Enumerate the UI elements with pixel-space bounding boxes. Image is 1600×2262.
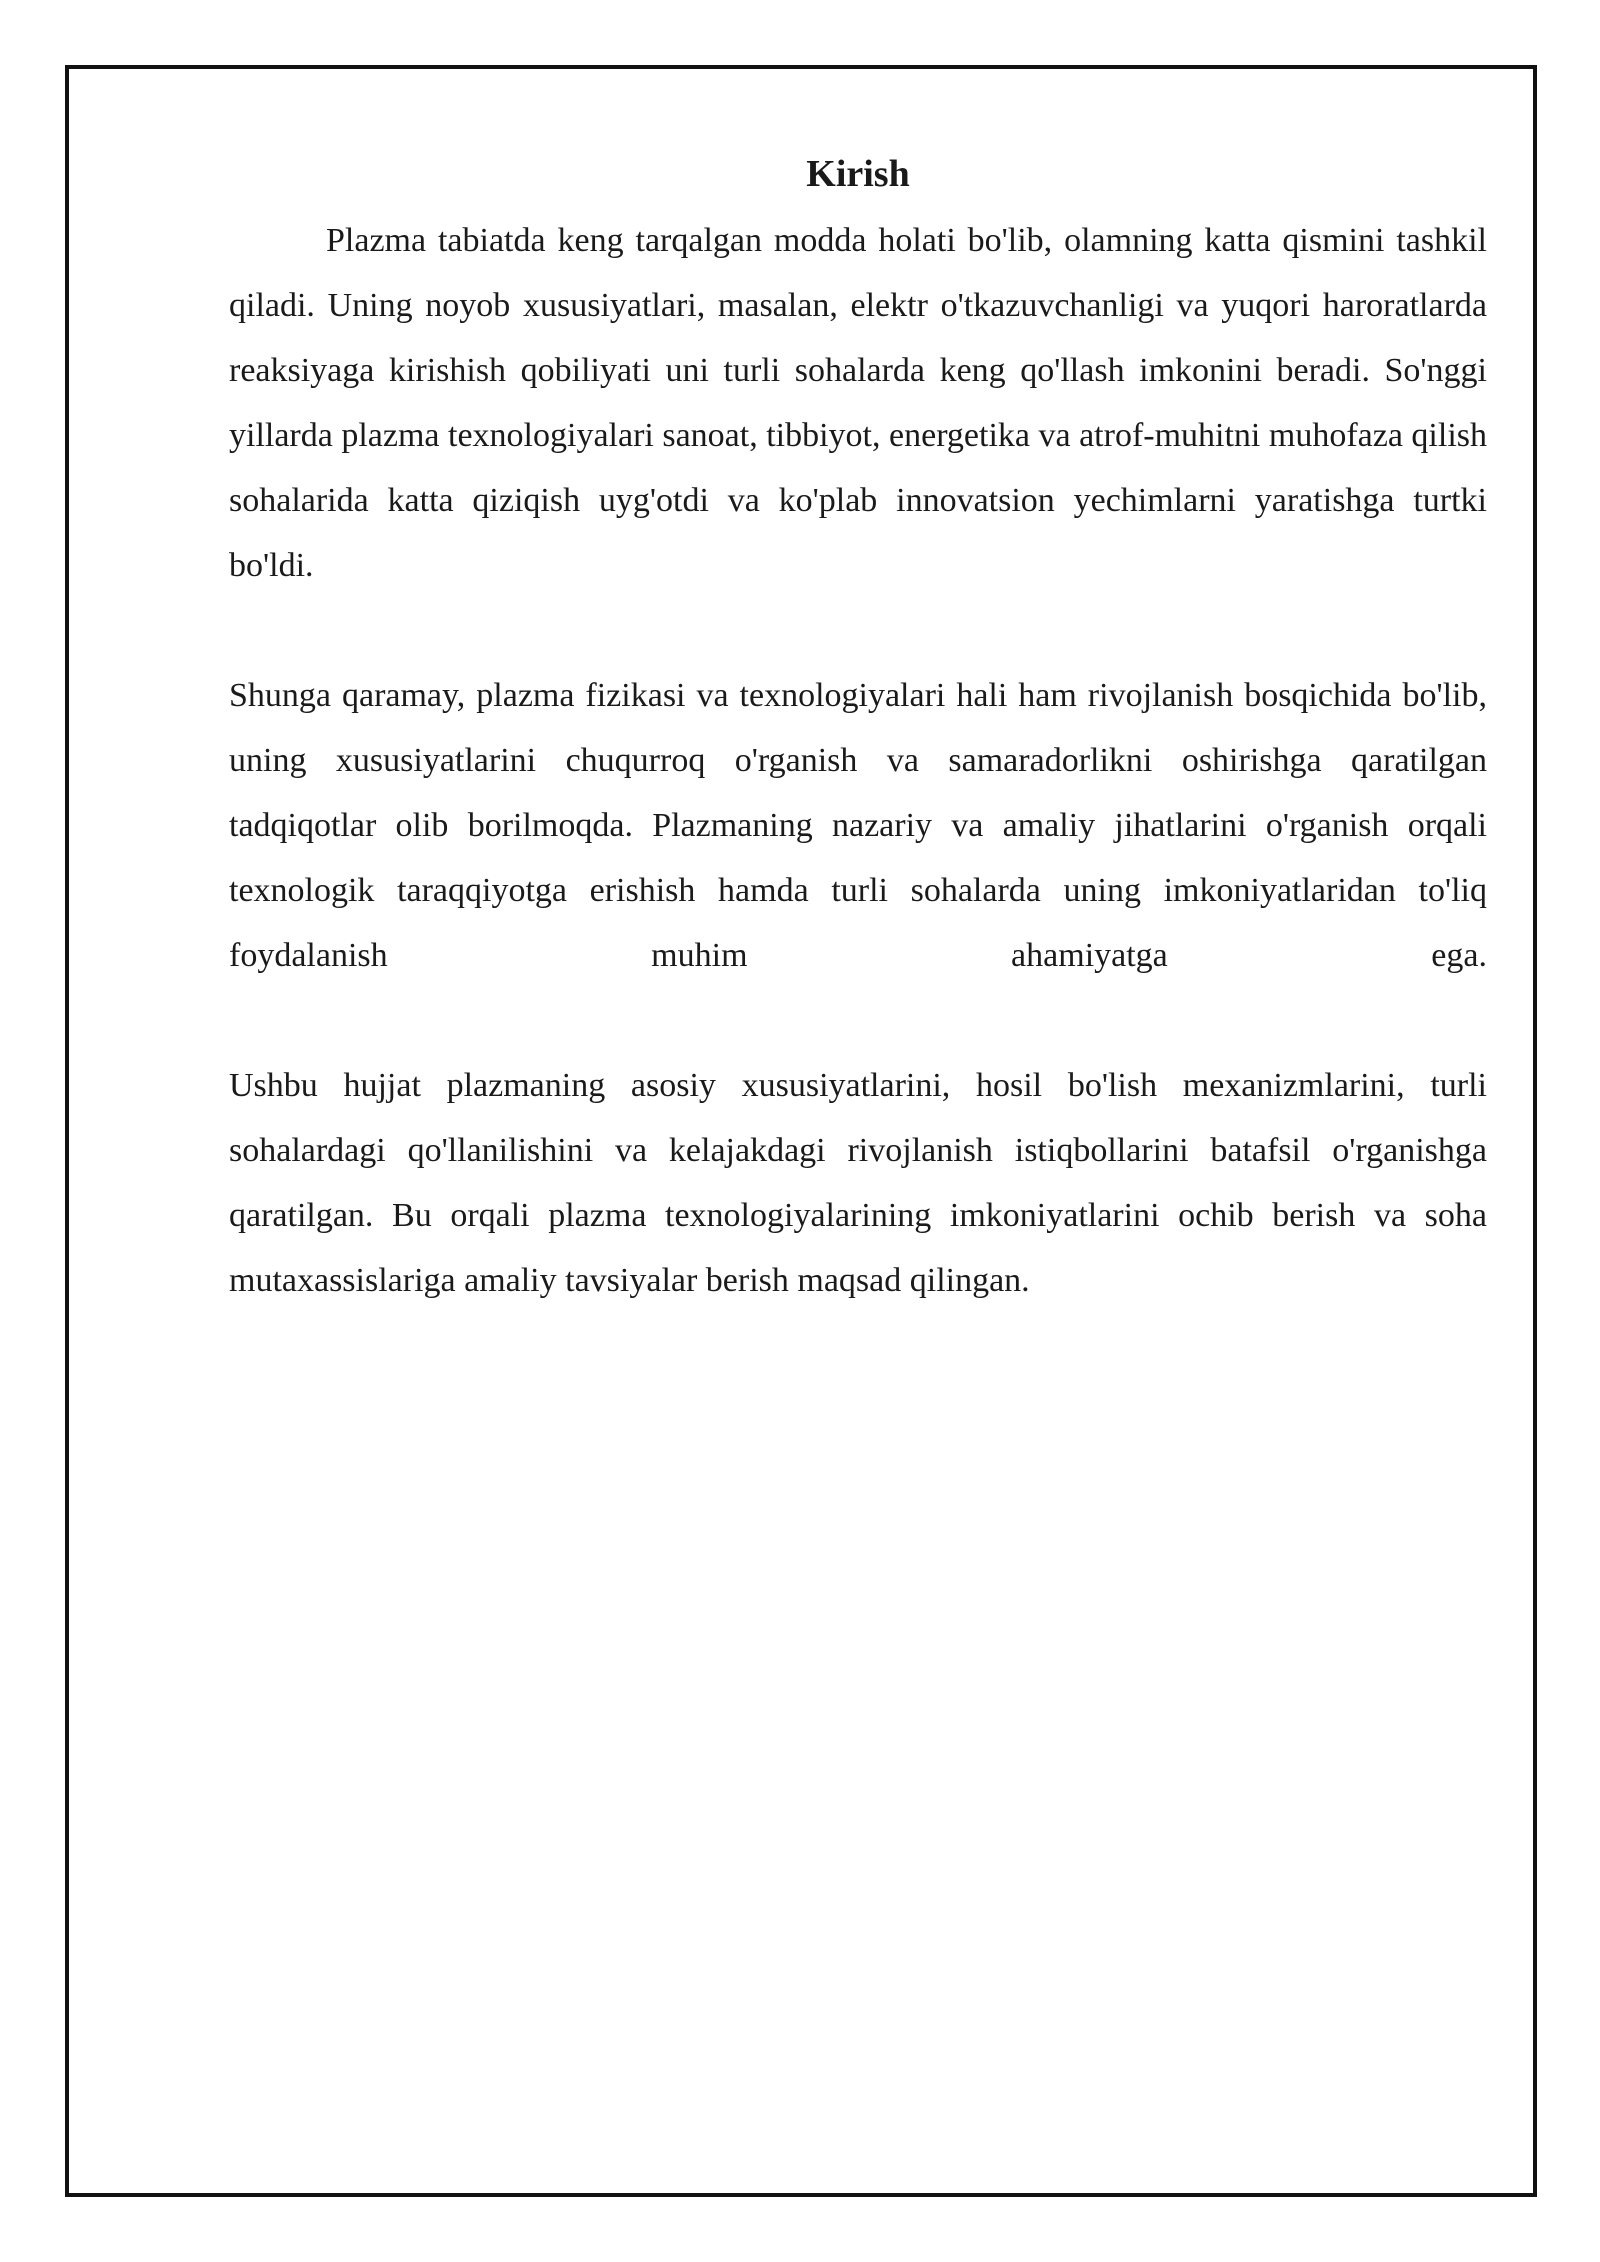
paragraph-2: Shunga qaramay, plazma fizikasi va texnologiyalari hali ham rivojlanish bosqichida bo'lib, uning xususiyatlarini chuqurroq o'rganish va samaradorlikni oshirishga qaratilgan tadqiqotlar olib borilmoqda. Plazmaning nazariy va amaliy jihatlarini o'rganish orqali texnologik taraqqiyotga erishish hamda turli sohalarda uning imkoniyatlaridan to'liq foydalanish muhim ahamiyatga ega. — [229, 677, 1487, 974]
document-body — [229, 148, 1487, 1313]
paragraph-3: Ushbu hujjat plazmaning asosiy xususiyatlarini, hosil bo'lish mexanizmlarini, turli sohalardagi qo'llanilishini va kelajakdagi rivojlanish istiqbollarini batafsil o'rganishga qaratilgan. Bu orqali plazma texnologiyalarining imkoniyatlarini ochib berish va soha mutaxassislariga amaliy tavsiyalar berish maqsad qilingan. — [229, 1067, 1487, 1299]
paragraph-gap — [229, 988, 1487, 1053]
document-title: Kirish — [806, 153, 910, 195]
paragraph-gap — [229, 598, 1487, 663]
paragraph-1: Plazma tabiatda keng tarqalgan modda holati bo'lib, olamning katta qismini tashkil qiladi. Uning noyob xususiyatlari, masalan, elektr o'tkazuvchanligi va yuqori haroratlarda reaksiyaga kirishish qobiliyati uni turli sohalarda keng qo'llash imkonini beradi. So'nggi yillarda plazma texnologiyalari sanoat, tibbiyot, energetika va atrof-muhitni muhofaza qilish sohalarida katta qiziqish uyg'otdi va ko'plab innovatsion yechimlarni yaratishga turtki bo'ldi. — [229, 222, 1487, 584]
